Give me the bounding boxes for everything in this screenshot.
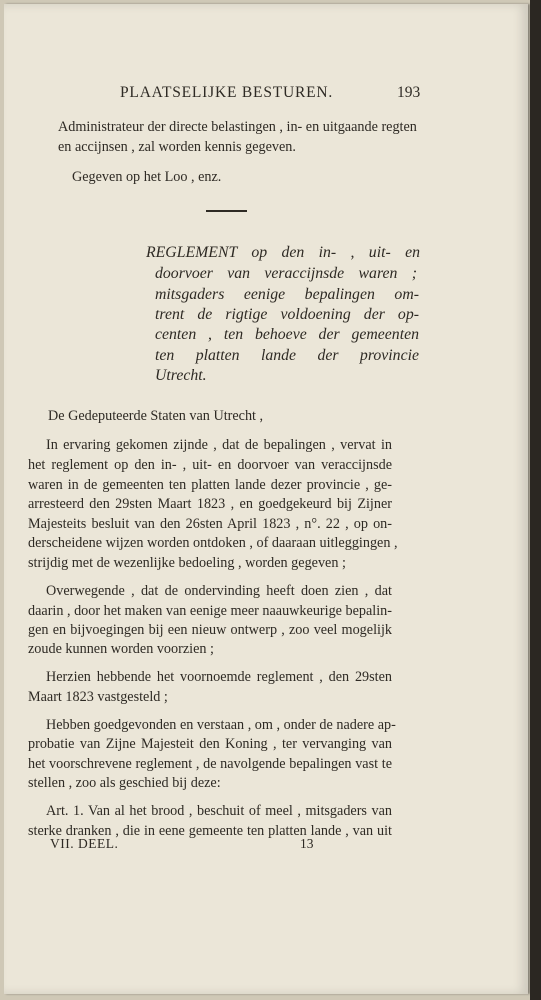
paragraph-line: Herzien hebbende het voornoemde reglement , den 29sten [46,669,392,685]
paragraph-line: Hebben goedgevonden en verstaan , om , onder de nadere ap- [46,717,396,733]
title-line: doorvoer van veraccijnsde waren ; [155,265,417,282]
title-line: REGLEMENT op den in- , uit- en [146,244,420,261]
paragraph-line: strijdig met de wezenlijke bedoeling , worden gegeven ; [28,555,346,571]
paragraph-line: daarin , door het maken van eenige meer naauwkeurige bepalin- [28,603,392,619]
section-divider [206,210,247,212]
given-line: Gegeven op het Loo , enz. [72,169,222,185]
book-edge [530,0,541,1000]
intro-line: en accijnsen , zal worden kennis gegeven. [58,139,296,155]
paragraph-line: stellen , zoo als geschied bij deze: [28,775,221,791]
signature-mark: 13 [300,836,314,851]
article-line: Art. 1. Van al het brood , beschuit of meel , mitsgaders van [46,803,392,819]
paragraph-line: Maart 1823 vastgesteld ; [28,689,168,705]
paragraph-line: Majesteits besluit van den 26sten April 1823 , n°. 22 , op on- [28,516,392,532]
paragraph-line: het reglement op den in- , uit- en doorvoer van veraccijnsde [28,457,392,473]
title-line: trent de rigtige voldoening der op- [155,306,419,323]
paragraph-line: probatie van Zijne Majesteit den Koning , ter vervanging van [28,736,392,752]
paragraph-line: gen en bijvoegingen bij een nieuw ontwerp , zoo veel mogelijk [28,622,392,638]
paragraph-line: waren in de gemeenten ten platten lande dezer provincie , ge- [28,477,392,493]
book-page [4,4,528,994]
address-line: De Gedeputeerde Staten van Utrecht , [48,408,264,424]
page-number: 193 [397,84,421,101]
title-line: mitsgaders eenige bepalingen om- [155,286,419,303]
paragraph-line: zoude kunnen worden voorzien ; [28,641,214,657]
paragraph-line: derscheidene wijzen worden ontdoken , of daaraan uitleggingen , [28,535,398,551]
title-line: centen , ten behoeve der gemeenten [155,326,419,343]
volume-label: VII. DEEL. [50,836,119,851]
intro-line: Administrateur der directe belastingen , in- en uitgaande regten [58,119,417,135]
paragraph-line: Overwegende , dat de ondervinding heeft doen zien , dat [46,583,392,599]
title-line: Utrecht. [155,367,207,384]
paragraph-line: In ervaring gekomen zijnde , dat de bepalingen , vervat in [46,437,392,453]
article-line: sterke dranken , die in eene gemeente ten platten lande , van uit [28,823,392,839]
title-line: ten platten lande der provincie [155,347,419,364]
paragraph-line: het voorschrevene reglement , de navolgende bepalingen vast te [28,756,392,772]
running-title: PLAATSELIJKE BESTUREN. [120,84,334,101]
paragraph-line: arresteerd den 29sten Maart 1823 , en goedgekeurd bij Zijner [28,496,392,512]
